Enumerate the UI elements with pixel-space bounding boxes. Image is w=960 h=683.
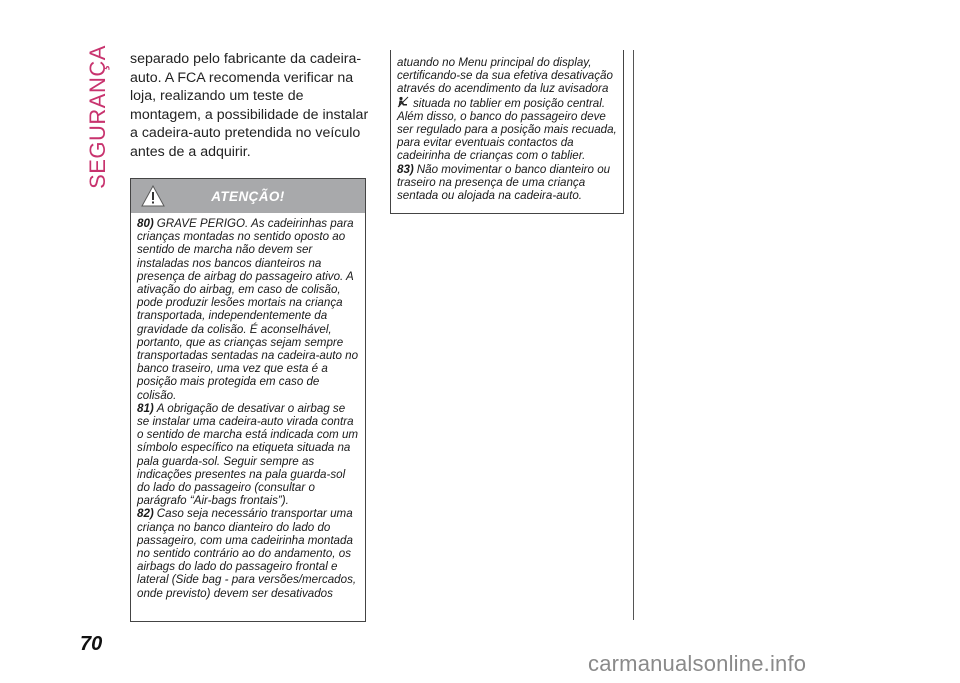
warning-note <box>137 402 359 508</box>
note-text: A obrigação de desativar o airbag se se instalar uma cadeira-auto virada contra o sentido de marcha está indicada com um símbolo específico na etiqueta situada na pala guarda-sol. Seguir sempre as indicações presentes na pala guarda-sol do lado do passageiro (consultar o parágrafo “Air-bags frontais”). <box>137 401 359 508</box>
continuation-paragraph <box>397 56 617 163</box>
intro-text: separado pelo fabricante da cadeira-auto. A FCA recomenda verificar na loja, realizando um teste de montagem, a possibilidade de instalar a cadeira-auto pretendida no veículo antes de a adquirir. <box>130 51 369 160</box>
watermark: carmanualsonline.info <box>588 651 807 676</box>
warning-continuation-box <box>390 50 624 214</box>
warning-note <box>137 217 359 402</box>
note-number: 83) <box>397 162 414 176</box>
note-text: Não movimentar o banco dianteiro ou traseiro na presença de uma criança sentada ou alojada na cadeira-auto. <box>397 162 611 203</box>
section-title <box>83 42 113 192</box>
intro-paragraph <box>130 50 370 162</box>
warning-triangle-icon <box>141 185 165 207</box>
warning-note <box>397 163 617 203</box>
airbag-off-icon <box>397 96 409 108</box>
column-divider <box>633 50 634 620</box>
section-title-text: SEGURANÇA <box>85 45 111 189</box>
warning-note <box>137 507 359 599</box>
warning-box <box>130 178 366 622</box>
note-number: 81) <box>137 401 154 415</box>
note-text: Caso seja necessário transportar uma criança no banco dianteiro do lado do passageiro, com uma cadeirinha montada no sentido contrário ao do andamento, os airbags do lado do passageiro frontal e lateral (Side bag - para versões/mercados, onde previsto) devem ser desativados <box>137 507 357 600</box>
note-text: GRAVE PERIGO. As cadeirinhas para crianças montadas no sentido oposto ao sentido de marcha não devem ser instaladas nos bancos dianteiros na presença de airbag do passageiro ativo. A ativação do airbag, em caso de colisão, pode produzir lesões mortais na criança transportada, independentemente da gravidade da colisão. É aconselhável, portanto, que as crianças sejam sempre transportadas sentadas na cadeira-auto no banco traseiro, uma vez que esta é a posição mais protegida em caso de colisão. <box>137 217 359 402</box>
note-number: 82) <box>137 507 154 521</box>
warning-header <box>131 179 365 213</box>
page-number: 70 <box>80 633 103 655</box>
warning-body <box>131 213 365 600</box>
continuation-text-a: atuando no Menu principal do display, certificando-se da sua efetiva desativação através do acendimento da luz avisadora <box>397 56 613 96</box>
note-number: 80) <box>137 217 154 230</box>
continuation-text-b: situada no tablier em posição central. Além disso, o banco do passageiro deve ser regulado para a posição mais recuada, para evitar eventuais contactos da cadeirinha de crianças com o tablier. <box>397 96 617 163</box>
warning-title: ATENÇÃO! <box>211 188 285 204</box>
